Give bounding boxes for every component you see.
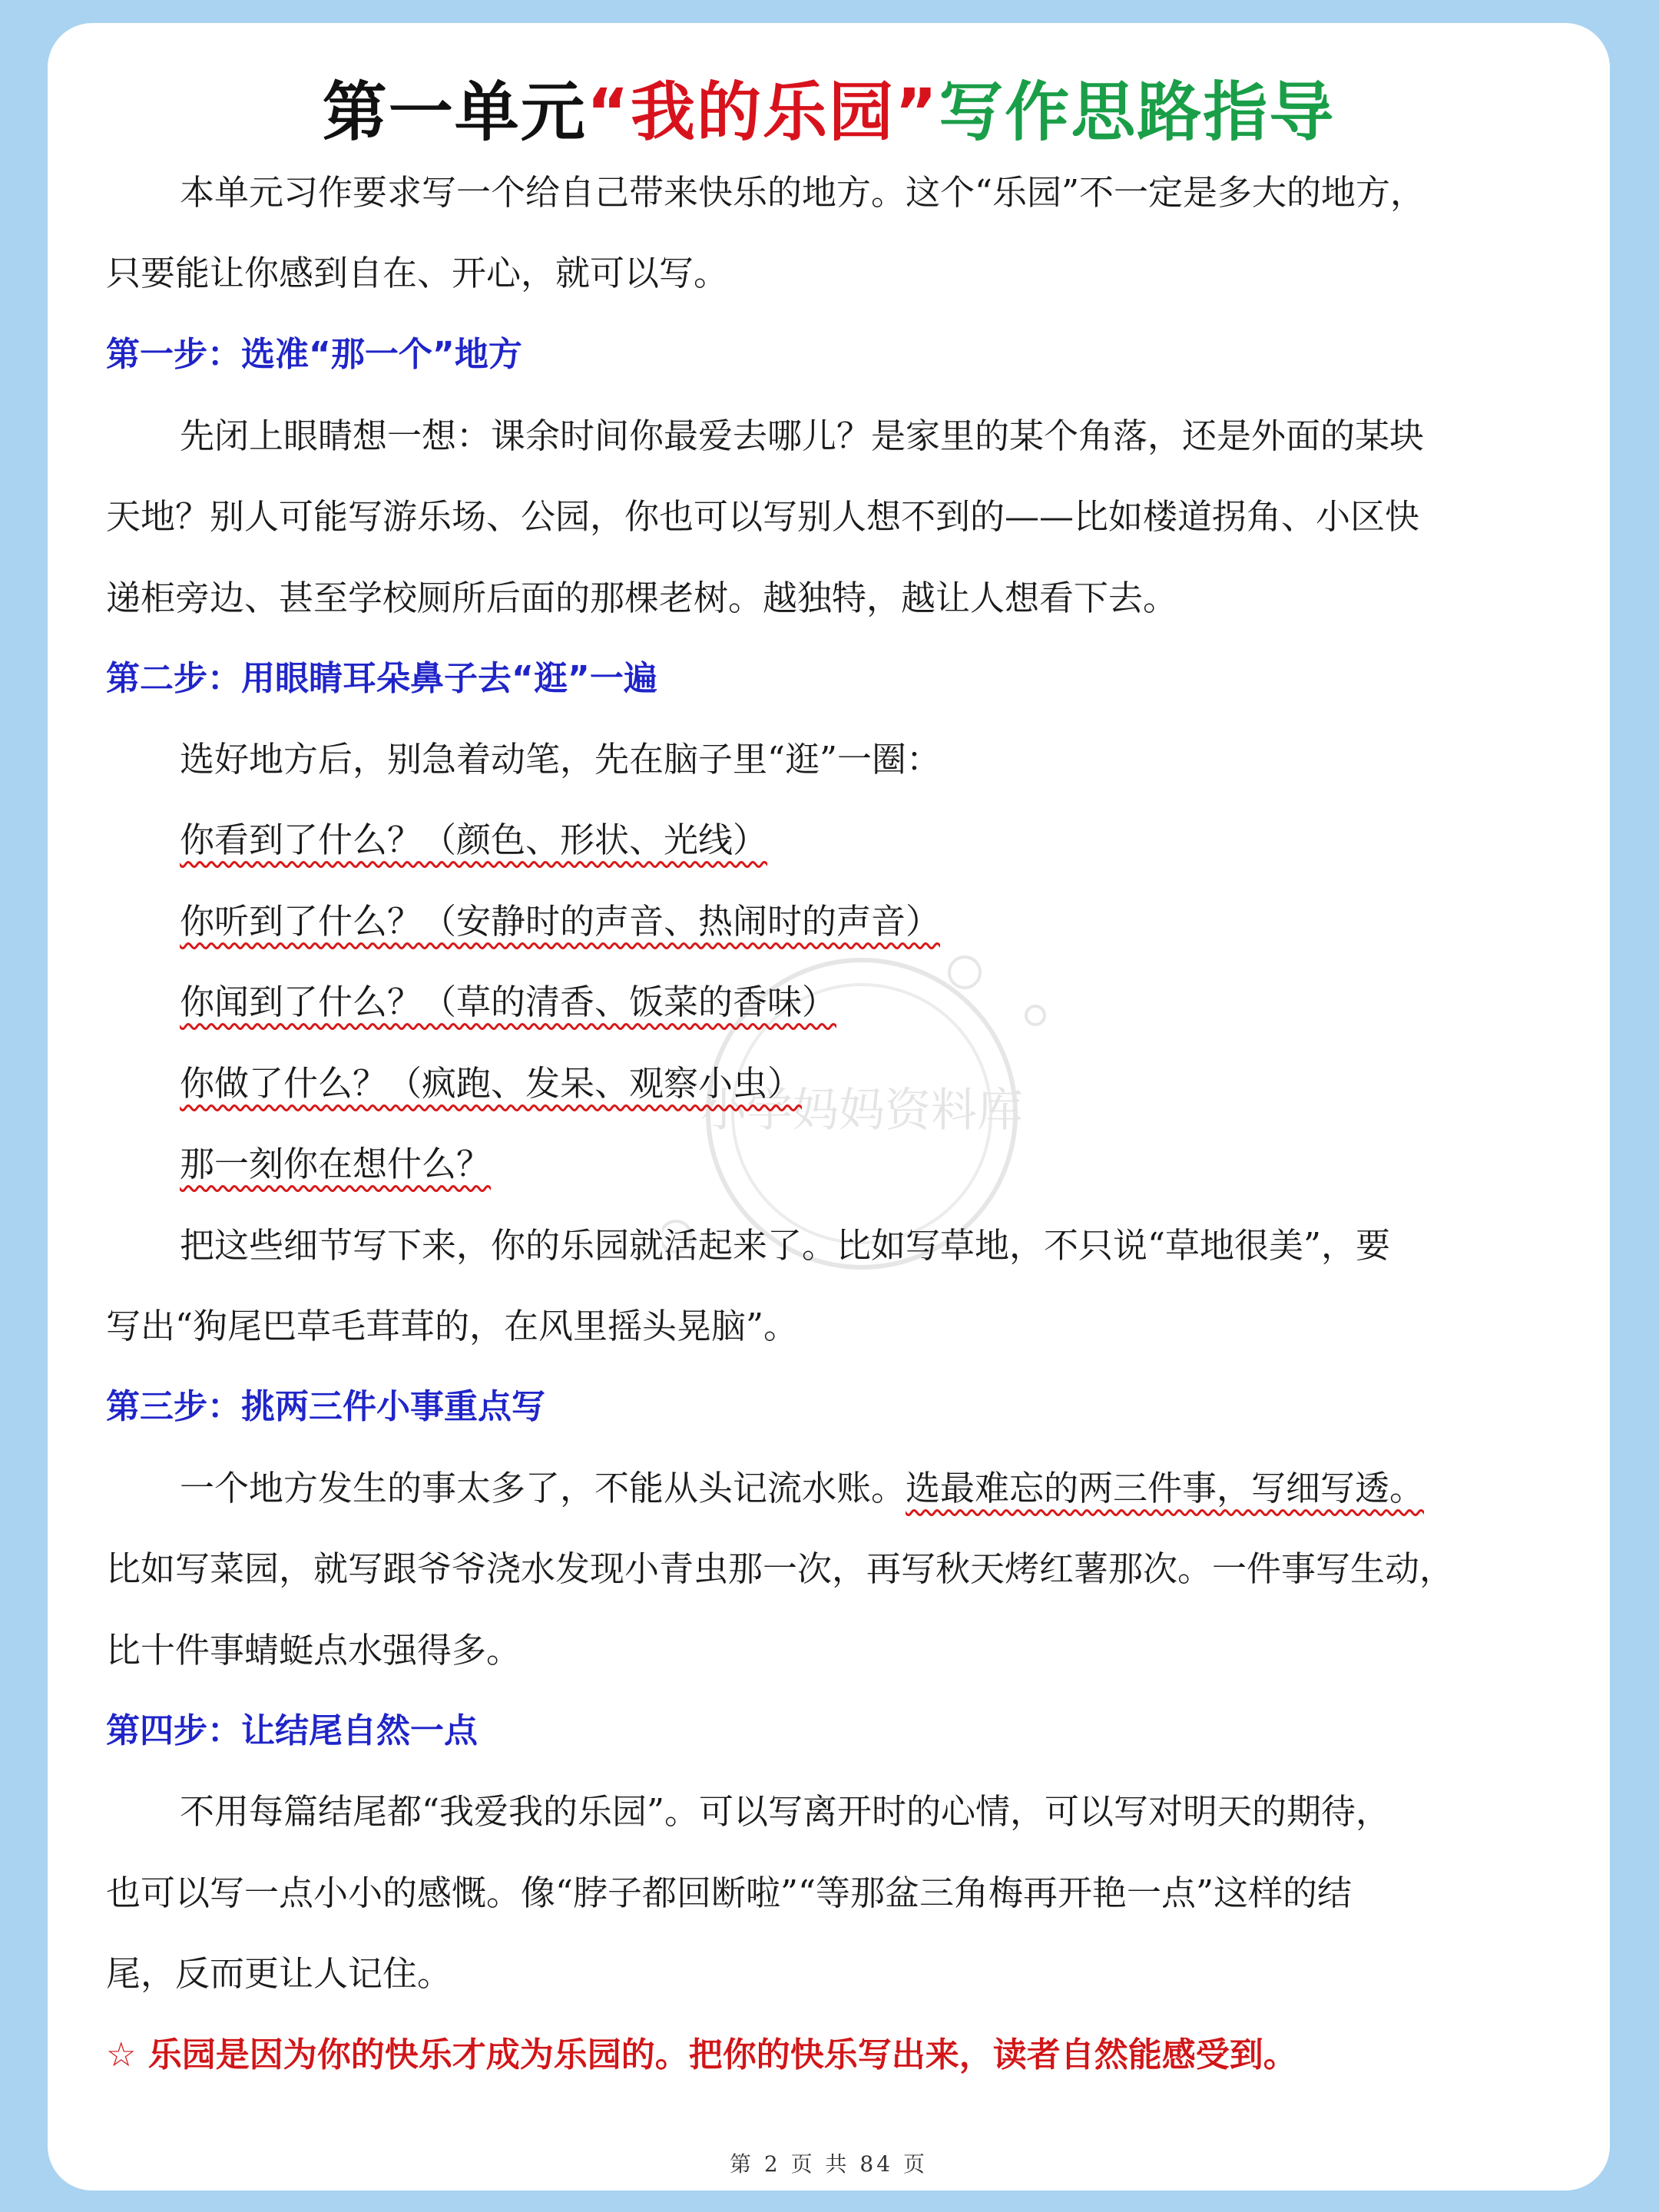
title-guide: 写作思路指导 xyxy=(939,75,1336,150)
title-unit: 第一单元 xyxy=(322,75,587,150)
step4-line: 也可以写一点小小的感慨。像“脖子都回断啦”“等那盆三角梅再开艳一点”这样的结 xyxy=(106,1873,1353,1913)
question-item xyxy=(180,897,1551,946)
step2-line: 把这些细节写下来，你的乐园就活起来了。比如写草地，不只说“草地很美”，要 xyxy=(180,1225,1391,1266)
page-title xyxy=(48,66,1610,158)
step2-intro: 选好地方后，别急着动笔，先在脑子里“逛”一圈： xyxy=(180,739,942,780)
step2-line: 写出“狗尾巴草毛茸茸的，在风里摇头晃脑”。 xyxy=(106,1306,799,1346)
title-theme: “我的乐园” xyxy=(586,75,939,150)
question-item xyxy=(180,1140,1551,1189)
step3-plain-text: 一个地方发生的事太多了，不能从头记流水账。 xyxy=(180,1468,906,1508)
step1-line: 递柜旁边、甚至学校厕所后面的那棵老树。越独特，越让人想看下去。 xyxy=(106,578,1178,618)
step1-line: 天地？别人可能写游乐场、公园，你也可以写别人想不到的——比如楼道拐角、小区快 xyxy=(106,496,1420,537)
question-item xyxy=(180,978,1551,1027)
question-text: 那一刻你在想什么？ xyxy=(180,1144,492,1184)
step4-line: 尾，反而更让人记住。 xyxy=(106,1953,452,1994)
step3-line: 比如写菜园，就写跟爷爷浇水发现小青虫那一次，再写秋天烤红薯那次。一件事写生动， xyxy=(106,1548,1455,1589)
step3-line: 比十件事蜻蜓点水强得多。 xyxy=(106,1630,522,1671)
step3-heading: 第三步：挑两三件小事重点写 xyxy=(106,1387,545,1426)
intro-line: 只要能让你感到自在、开心，就可以写。 xyxy=(106,253,729,293)
step3-marked-text: 选最难忘的两三件事，写细写透。 xyxy=(906,1468,1425,1508)
page-number: 第 2 页 共 84 页 xyxy=(730,2151,928,2177)
question-item xyxy=(180,816,1551,865)
step4-heading: 第四步：让结尾自然一点 xyxy=(106,1711,478,1750)
closing-note: ☆ 乐园是因为你的快乐才成为乐园的。把你的快乐写出来，读者自然能感受到。 xyxy=(106,2035,1297,2075)
question-item xyxy=(180,1059,1551,1108)
question-text: 你看到了什么？（颜色、形状、光线） xyxy=(180,820,768,860)
step3-line xyxy=(180,1464,1551,1513)
document-page xyxy=(48,23,1610,2190)
question-text: 你闻到了什么？（草的清香、饭菜的香味） xyxy=(180,982,837,1022)
step2-heading: 第二步：用眼睛耳朵鼻子去“逛”一遍 xyxy=(106,659,657,698)
watermark-text: 小学妈妈资料库 xyxy=(700,1084,1023,1137)
question-text: 你听到了什么？（安静时的声音、热闹时的声音） xyxy=(180,901,941,942)
intro-line: 本单元习作要求写一个给自己带来快乐的地方。这个“乐园”不一定是多大的地方， xyxy=(180,172,1426,213)
step1-heading: 第一步：选准“那一个”地方 xyxy=(106,335,522,374)
step1-line: 先闭上眼睛想一想：课余时间你最爱去哪儿？是家里的某个角落，还是外面的某块 xyxy=(180,416,1425,456)
question-text: 你做了什么？（疯跑、发呆、观察小虫） xyxy=(180,1063,803,1104)
step4-line: 不用每篇结尾都“我爱我的乐园”。可以写离开时的心情，可以写对明天的期待， xyxy=(180,1791,1391,1832)
